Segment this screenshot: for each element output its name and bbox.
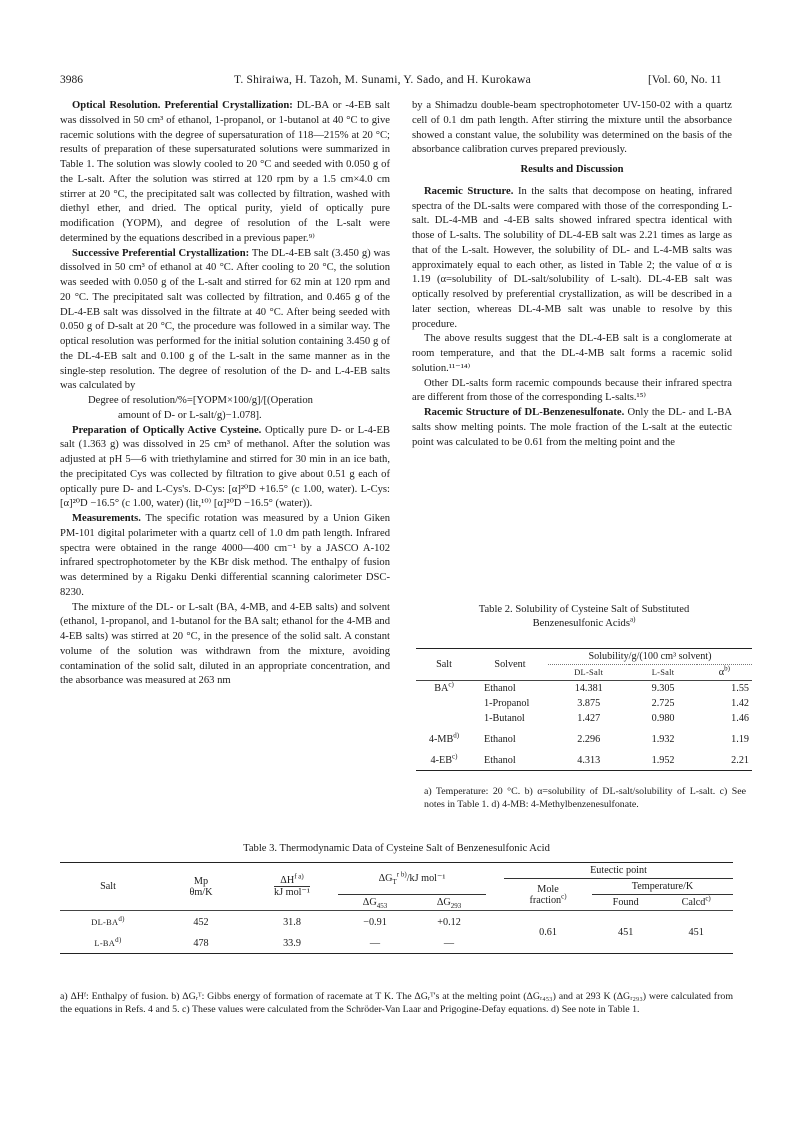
para-mixture: The mixture of the DL- or L-salt (BA, 4-MB, and 4-EB salts) and solvent (ethanol, 1-propanol, and 1-butanol for the BA salt; ethanol for the 4-MB and 4-EB salts) was stirred at 20 °C, in the presence of the solid salt. A constant volume of the solution was withdrawn from the mixture, avoiding contamination of the solid salt, diluted in an appropriate concentration, and the absorbance was measured at 263 nm: [60, 601, 390, 687]
heading-benzenesulfonate: Racemic Structure of DL-Benzenesulfonate.: [424, 407, 625, 418]
table3-spacer: [486, 879, 504, 895]
formula-line-1: Degree of resolution/%=[YOPM×100/g]/[(Operation: [88, 395, 313, 406]
para-preparation: [60, 424, 390, 513]
heading-successive: Successive Preferential Crystallization:: [72, 247, 250, 259]
heading-measurements: Measurements.: [72, 513, 141, 524]
right-column: [412, 99, 732, 450]
table2-caption-line2: Benzenesulfonic Acids$^{a)}$: [532, 615, 636, 629]
table3-col-dg453: $\Delta G_{453}$: [362, 897, 388, 911]
heading-racemic-structure: Racemic Structure.: [424, 185, 514, 197]
text-measurements: The specific rotation was measured by a Union Giken PM-101 digital polarimeter with a quartz cell of 1.0 dm path length. Infrared spectra were obtained in the range 4000—400 cm⁻¹ by a JASCO A-102 infrared spectrophotometer by the KBr disk method. The enthalpy of fusion was determined by a Rigaku Denki differential scanning calorimeter DSC-8230.: [60, 513, 390, 598]
para-optical-resolution: [60, 99, 390, 247]
table2-cell-solvent: Ethanol: [484, 734, 516, 745]
table2-row: [416, 726, 752, 747]
para-measurements: [60, 512, 390, 601]
table3-col-salt: Salt: [100, 881, 116, 892]
table3-caption: Table 3. Thermodynamic Data of Cysteine Salt of Benzenesulfonic Acid: [243, 843, 550, 854]
table2-cell-solvent: Ethanol: [484, 755, 516, 766]
para-racemic-structure: [412, 185, 732, 333]
table2-cell-dl: 14.381: [574, 683, 603, 694]
para-successive: [60, 247, 390, 395]
table2-cell-solvent: 1-Propanol: [484, 698, 530, 709]
table3-col-dh: $\Delta H^{f a)}$ kJ mol⁻¹: [274, 872, 310, 898]
table3-cell-dh: 33.9: [283, 938, 301, 949]
left-column: [60, 99, 390, 689]
table2-cell-solvent: 1-Butanol: [484, 713, 525, 724]
table3-spacer: [486, 911, 504, 931]
table2: [416, 648, 752, 771]
table2-col-group: Solubility/g/(100 cm³ solvent): [548, 649, 752, 665]
para-conglomerate: The above results suggest that the DL-4-EB salt is a conglomerate at room temperature, and that the DL-4-MB salt forms a racemic solid solution.¹¹⁻¹⁴⁾: [412, 333, 732, 374]
table2-cell-alpha: 1.19: [731, 734, 749, 745]
table2-cell-l: 0.980: [651, 713, 675, 724]
table3-col-eutectic: Eutectic point: [504, 863, 733, 879]
table2-cell-l: 1.932: [651, 734, 675, 745]
table2-caption: [416, 603, 752, 631]
table3-cell-found: 451: [618, 926, 634, 938]
page-number: 3986: [60, 74, 83, 86]
table2-cell-solvent: Ethanol: [484, 683, 516, 694]
table2-col-alpha: $\alpha^{b)}$: [718, 664, 730, 678]
text-racemic-structure: In the salts that decompose on heating, infrared spectra of the DL-salts were compared with those of the corresponding L-salt. DL-4-MB and -4-EB salts showed infrared spectra identical with those of L-salts. The solubility of DL-4-EB salt was 2.21 times as large as that of the L-salt. However, the solubility of DL- and L-4-MB salts was approximately equal to each other, as listed in Table 2; the value of α is 1.19 (α=solubility of DL-salt/solubility of L-salt). DL-4-EB salt was optically resolved by preferential crystallization, as will be described in a later section, whereas DL-4-MB salt was unable to resolve by this procedure.: [412, 185, 733, 330]
table3-col-calcd: Calcd$^{c)}$: [681, 894, 711, 908]
text-benzenesulfonate: Only the DL- and L-BA salts show melting points. The mole fraction of the L-salt at the eutectic point was calculated to be 0.61 from the melting point and the: [412, 407, 732, 448]
table2-col-solvent: Solvent: [494, 659, 526, 670]
text-successive: The DL-4-EB salt (3.450 g) was dissolved in 50 cm³ of ethanol at 40 °C. After cooling to 20 °C, the solution was seeded with 0.050 g of the L-salt and stirred for 62 min at 120 rpm and 20 °C. The precipitated salt was collected by filtration, and 0.465 g of the DL-4-EB salt was dissolved in the filtrate at 40 °C. After being seeded with 0.050 g of D-salt at 20 °C, the procedure was followed in a similar way. The optical resolution was performed for the initial solution containing 3.450 g of the DL-4-EB salt and 0.100 g of the L-salt in the same manner as in the single-step resolution. The degree of resolution of the D- and L-4-EB salts was calculated by: [60, 247, 390, 392]
table3-cell-dg293: —: [443, 938, 455, 949]
table2-cell-l: 9.305: [651, 683, 675, 694]
table2-footnote: a) Temperature: 20 °C. b) α=solubility of DL-salt/solubility of L-salt. c) See notes in Table 1. d) 4-MB: 4-Methylbenzenesulfonate.: [424, 786, 746, 810]
table3-cell-dg293: +0.12: [437, 917, 461, 928]
running-volume: [Vol. 60, No. 11: [648, 74, 722, 86]
table3-cell-calcd: 451: [688, 926, 704, 938]
section-results-discussion: Results and Discussion: [520, 164, 624, 175]
table3-col-dg293: $\Delta G_{293}$: [436, 897, 462, 911]
table3-cell-mp: 452: [193, 917, 209, 928]
table3: [60, 862, 733, 954]
para-spectrophotometer: by a Shimadzu double-beam spectrophotometer UV-150-02 with a quartz cell of 0.1 dm path length. After stirring the mixture until the absorbance showed a constant value, the solubility was determined on the basis of the absorbance calibration curves prepared previously.: [412, 100, 732, 156]
table3-spacer: [486, 930, 504, 954]
table2-cell-l: 2.725: [651, 698, 675, 709]
table3-spacer: [486, 895, 504, 911]
table3-cell-mole: 0.61: [539, 926, 557, 938]
table3-cell-dg453: —: [369, 938, 381, 949]
table3-cell-dg453: −0.91: [363, 917, 387, 928]
table3-footnote: a) ΔHᶠ: Enthalpy of fusion. b) ΔGᵣᵀ: Gibbs energy of formation of racemate at T K. The ΔGᵣᵀ's at the melting point (ΔGᵣ₄₅₃) and at 293 K (ΔGᵣ₂₉₃) were calculated from the equations in Refs. 4 and 5. c) These values were calculated from the Schröder-Van Laar and Prigogine-Defay equations. d) See note in Table 1.: [60, 991, 733, 1015]
table3-col-temp: Temperature/K: [592, 879, 733, 895]
table3-cell-salt: L-BA$^{d)}$: [94, 936, 122, 948]
table2-cell-dl: 2.296: [577, 734, 601, 745]
table3-cell-mp: 478: [193, 938, 209, 949]
table2-cell-salt: 4-EB$^{c)}$: [430, 752, 458, 766]
para-benzenesulfonate: [412, 406, 732, 450]
formula-line-2: amount of D- or L-salt/g)−1.078].: [118, 409, 262, 421]
heading-optical-resolution: Optical Resolution. Preferential Crystallization:: [72, 100, 293, 111]
table2-row: [416, 747, 752, 771]
text-preparation: Optically pure D- or L-4-EB salt (1.363 g) was dissolved in 25 cm³ of methanol. After the solution was adjusted at pH 5—6 with triethylamine and stirred for 30 min in an ice bath, the precipitated Cys was collected by filtration to give about 0.51 g each of optically pure D- and L-Cys's. D-Cys: [α]²⁰D +16.5° (c 1.00, water). L-Cys: [α]²⁰D −16.5° (c 1.00, water) (lit,¹⁰⁾ [α]²⁰D −16.5° (water)).: [60, 424, 390, 510]
table2-cell-salt: [416, 696, 472, 711]
table2-row: [416, 696, 752, 711]
table2-cell-dl: 4.313: [577, 755, 601, 766]
table2-col-salt: Salt: [436, 659, 452, 670]
heading-preparation: Preparation of Optically Active Cysteine.: [72, 424, 262, 436]
table2-cell-salt: 4-MB$^{d)}$: [428, 731, 460, 745]
table2-cell-salt: [416, 711, 472, 726]
table2-cell-l: 1.952: [651, 755, 675, 766]
table3-cell-salt: DL-BA$^{d)}$: [91, 915, 125, 927]
table2-row: [416, 681, 752, 697]
table3-col-found: Found: [612, 897, 639, 908]
table3-cell-dh: 31.8: [283, 917, 301, 928]
table2-col-l: L-Salt: [651, 668, 675, 677]
table2-cell-alpha: 2.21: [731, 755, 749, 766]
para-other-salts: Other DL-salts form racemic compounds because their infrared spectra are different from those of the corresponding L-salts.¹⁵⁾: [412, 377, 732, 404]
table2-cell-alpha: 1.42: [731, 698, 749, 709]
text-optical-resolution: DL-BA or -4-EB salt was dissolved in 50 cm³ of ethanol, 1-propanol, or 1-butanol at 40 °C to give racemic solutions with the degree of supersaturation of 118—215% at 20 °C; results of preparation of these supersaturated solutions were summarized in Table 1. The solution was slowly cooled to 20 °C and seeded with 0.050 g of the L-salt. After the solution was stirred at 120 rpm by a 1.5 cm×4.0 cm stirrer at 20 °C, the precipitated salt was collected by filtration, washed with diethyl ether, and dried. The optical purity, yield of optically pure modification (YOPM), and degree of resolution of the L-salt were determined by the equations described in a previous paper.⁹⁾: [60, 100, 390, 244]
table3-col-mole: Mole fraction$^{c)}$: [529, 883, 567, 906]
table2-cell-alpha: 1.55: [731, 683, 749, 694]
running-authors: T. Shiraiwa, H. Tazoh, M. Sunami, Y. Sado, and H. Kurokawa: [234, 74, 531, 86]
table3-row: [60, 911, 733, 931]
table3-col-mp: Mp θm/K: [189, 875, 213, 898]
table2-cell-alpha: 1.46: [731, 713, 749, 724]
table2-caption-line1: Table 2. Solubility of Cysteine Salt of Substituted: [478, 604, 690, 615]
table2-col-dl: DL-Salt: [574, 668, 604, 677]
table2-row: [416, 711, 752, 726]
table2-cell-salt: BA$^{c)}$: [434, 680, 454, 694]
table3-col-dg: $\Delta G_T^{r b)}/kJ$ mol⁻¹: [338, 863, 486, 895]
table2-cell-dl: 3.875: [577, 698, 601, 709]
table2-cell-dl: 1.427: [577, 713, 601, 724]
table3-spacer: [486, 863, 504, 879]
